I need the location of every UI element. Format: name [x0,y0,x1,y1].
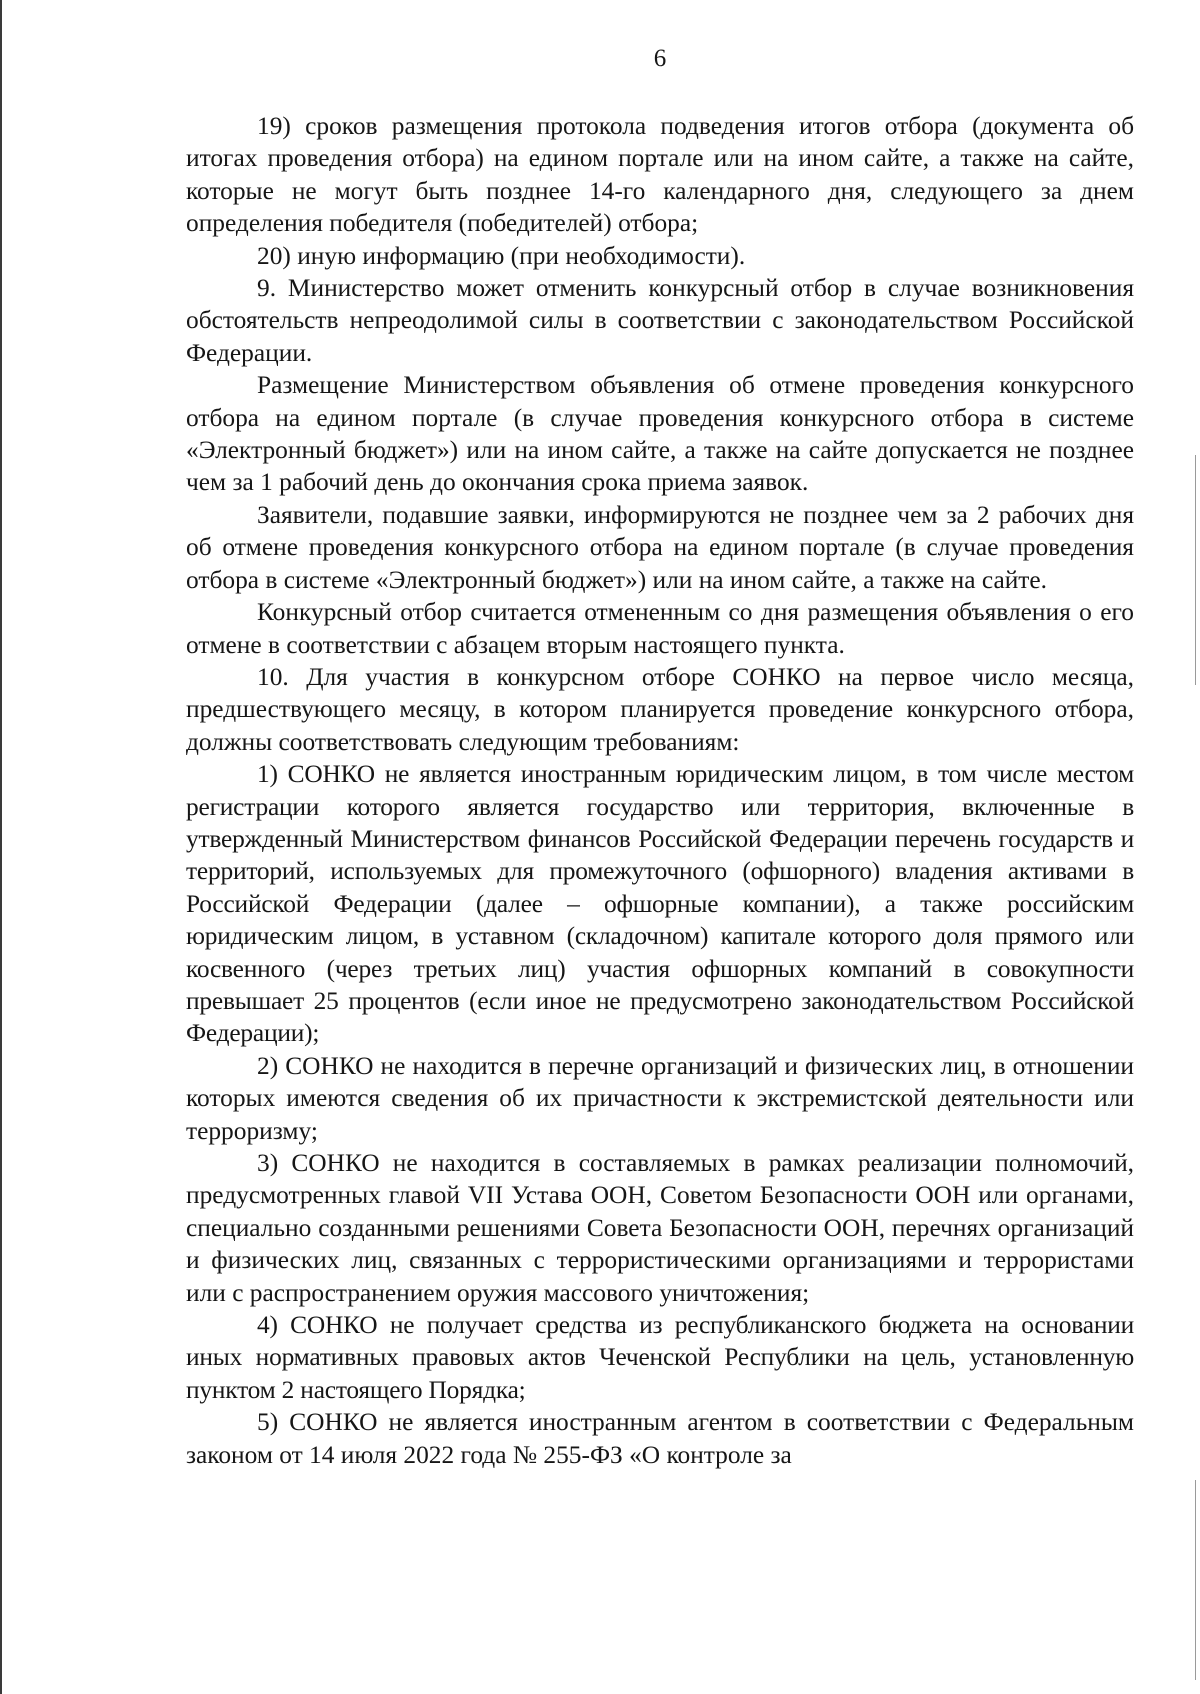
document-text [186,110,1134,1471]
paragraph-requirement-2: 2) СОНКО не находится в перечне организаций и физических лиц, в отношении которых имеются сведения об их причастности к экстремистской деятельности или терроризму; [186,1051,1134,1145]
paragraph-item-19: 19) сроков размещения протокола подведения итогов отбора (документа об итогах проведения отбора) на едином портале или на ином сайте, а также на сайте, которые не могут быть позднее 14-го календарного дня, следующего за днем определения победителя (победителей) отбора; [186,112,1134,238]
paragraph-applicants-notice: Заявители, подавшие заявки, информируются не позднее чем за 2 рабочих дня об отмене проведения конкурсного отбора на едином портале (в случае проведения отбора в системе «Электронный бюджет») или на ином сайте, а также на сайте. [186,500,1134,594]
paragraph-point-9: 9. Министерство может отменить конкурсный отбор в случае возникновения обстоятельств непреодолимой силы в соответствии с законодательством Российской Федерации. [186,274,1134,367]
paragraph-requirement-4: 4) СОНКО не получает средства из республиканского бюджета на основании иных нормативных правовых актов Чеченской Республики на цель, установленную пунктом 2 настоящего Порядка; [186,1311,1134,1404]
paragraph-item-20: 20) иную информацию (при необходимости). [257,241,746,270]
scan-edge-right-upper [1195,455,1196,685]
paragraph-point-10: 10. Для участия в конкурсном отборе СОНКО на первое число месяца, предшествующего месяцу, в котором планируется проведение конкурсного отбора, должны соответствовать следующим требованиям: [186,662,1134,756]
scan-edge-right-lower [1195,1480,1196,1680]
page-number: 6 [653,45,667,72]
paragraph-requirement-5: 5) СОНКО не является иностранным агентом в соответствии с Федеральным законом от 14 июля 2022 года № 255-ФЗ «О контроле за [186,1408,1134,1469]
scan-edge-left [0,0,2,1694]
paragraph-requirement-1: 1) СОНКО не является иностранным юридическим лицом, в том числе местом регистрации которого является государство или территория, включенные в утвержденный Министерством финансов Российской Федерации перечень государств и территорий, используемых для промежуточного (офшорного) владения активами в Российской Федерации (далее – офшорные компании), а также российским юридическим лицом, в уставном (складочном) капитале которого доля прямого или косвенного (через третьих лиц) участия офшорных компаний в совокупности превышает 25 процентов (если иное не предусмотрено законодательством Российской Федерации); [186,760,1134,1048]
paragraph-requirement-3: 3) СОНКО не находится в составляемых в рамках реализации полномочий, предусмотренных главой VII Устава ООН, Советом Безопасности ООН или органами, специально созданными решениями Совета Безопасности ООН, перечнях организаций и физических лиц, связанных с террористическими организациями и террористами или с распространением оружия массового уничтожения; [186,1149,1134,1307]
paragraph-cancellation-posting: Размещение Министерством объявления об отмене проведения конкурсного отбора на едином портале (в случае проведения конкурсного отбора в системе «Электронный бюджет») или на ином сайте, а также на сайте допускается не позднее чем за 1 рабочий день до окончания срока приема заявок. [186,371,1134,497]
paragraph-selection-cancelled: Конкурсный отбор считается отмененным со дня размещения объявления о его отмене в соответствии с абзацем вторым настоящего пункта. [186,598,1134,659]
